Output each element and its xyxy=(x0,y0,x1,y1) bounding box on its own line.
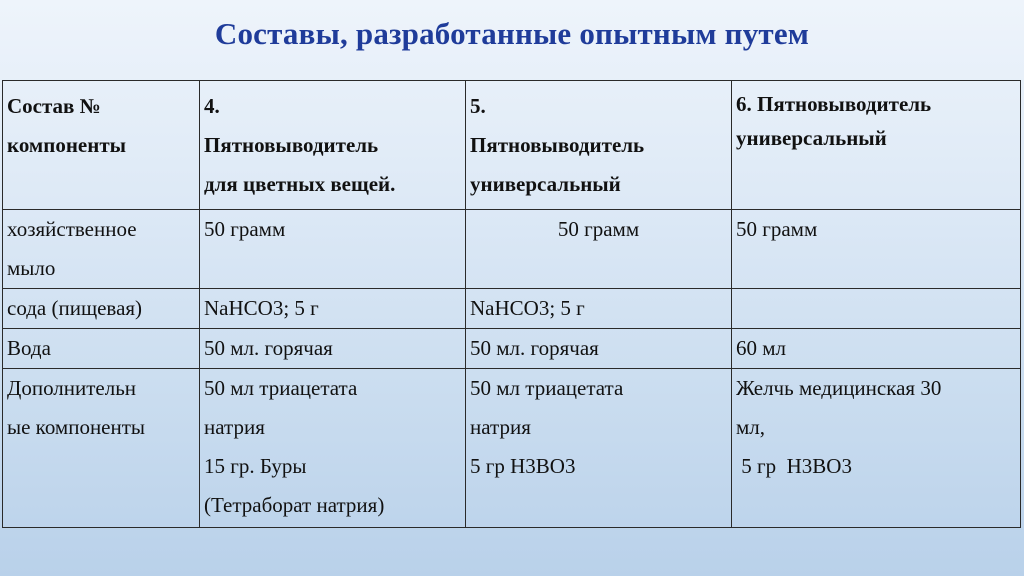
cell-text: 50 мл триацетата xyxy=(204,376,358,400)
value-cell-6 xyxy=(732,369,1021,528)
cell-text: мл, xyxy=(736,415,766,439)
table-row xyxy=(3,369,1021,528)
cell-text: NaHCO3; 5 г xyxy=(204,296,319,320)
cell-text: 50 мл триацетата xyxy=(470,376,624,400)
header-text: для цветных вещей. xyxy=(204,172,396,196)
header-cell-component xyxy=(3,81,200,210)
cell-text: (Тетраборат натрия) xyxy=(204,493,385,517)
value-cell-6 xyxy=(732,289,1021,329)
header-cell-composition-4 xyxy=(200,81,466,210)
page-title: Составы, разработанные опытным путем xyxy=(214,16,810,51)
cell-text: ые компоненты xyxy=(7,415,146,439)
component-cell xyxy=(3,329,200,369)
cell-text: натрия xyxy=(204,415,265,439)
cell-text: хозяйственное xyxy=(7,217,137,241)
cell-text: 5 гр H3BO3 xyxy=(736,454,852,478)
cell-text: 50 мл. горячая xyxy=(204,336,333,360)
cell-text: мыло xyxy=(7,256,56,280)
cell-text: NaHCO3; 5 г xyxy=(470,296,585,320)
value-cell-4 xyxy=(200,329,466,369)
value-cell-5 xyxy=(466,329,732,369)
cell-text: 50 грамм xyxy=(736,217,818,241)
header-text: Пятновыводитель xyxy=(470,133,645,157)
composition-table xyxy=(2,80,1021,528)
table-row xyxy=(3,289,1021,329)
table-header-row xyxy=(3,81,1021,210)
header-text: Пятновыводитель xyxy=(204,133,379,157)
cell-text: 50 мл. горячая xyxy=(470,336,599,360)
header-text: универсальный xyxy=(470,172,621,196)
header-text: 5. xyxy=(470,94,486,118)
value-cell-4 xyxy=(200,369,466,528)
table-row xyxy=(3,329,1021,369)
value-cell-6 xyxy=(732,210,1021,289)
header-text: 4. xyxy=(204,94,220,118)
value-cell-4 xyxy=(200,210,466,289)
value-cell-5 xyxy=(466,210,732,289)
cell-text: 50 грамм xyxy=(557,217,640,241)
cell-text: 5 гр H3BO3 xyxy=(470,454,576,478)
header-cell-composition-5 xyxy=(466,81,732,210)
cell-text: Вода xyxy=(7,336,51,360)
cell-text: Дополнительн xyxy=(7,376,137,400)
cell-text: 60 мл xyxy=(736,336,787,360)
header-text: 6. Пятновыводитель xyxy=(736,92,932,116)
cell-text: 15 гр. Буры xyxy=(204,454,307,478)
header-text: универсальный xyxy=(736,126,887,150)
value-cell-5 xyxy=(466,369,732,528)
table-row xyxy=(3,210,1021,289)
value-cell-6 xyxy=(732,329,1021,369)
cell-text: 50 грамм xyxy=(204,217,286,241)
header-text: компоненты xyxy=(7,133,127,157)
value-cell-4 xyxy=(200,289,466,329)
header-text: Состав № xyxy=(7,94,101,118)
value-cell-5 xyxy=(466,289,732,329)
component-cell xyxy=(3,210,200,289)
cell-text: натрия xyxy=(470,415,531,439)
cell-text: Желчь медицинская 30 xyxy=(736,376,942,400)
component-cell xyxy=(3,289,200,329)
header-cell-composition-6 xyxy=(732,81,1021,210)
cell-text: сода (пищевая) xyxy=(7,296,143,320)
component-cell xyxy=(3,369,200,528)
